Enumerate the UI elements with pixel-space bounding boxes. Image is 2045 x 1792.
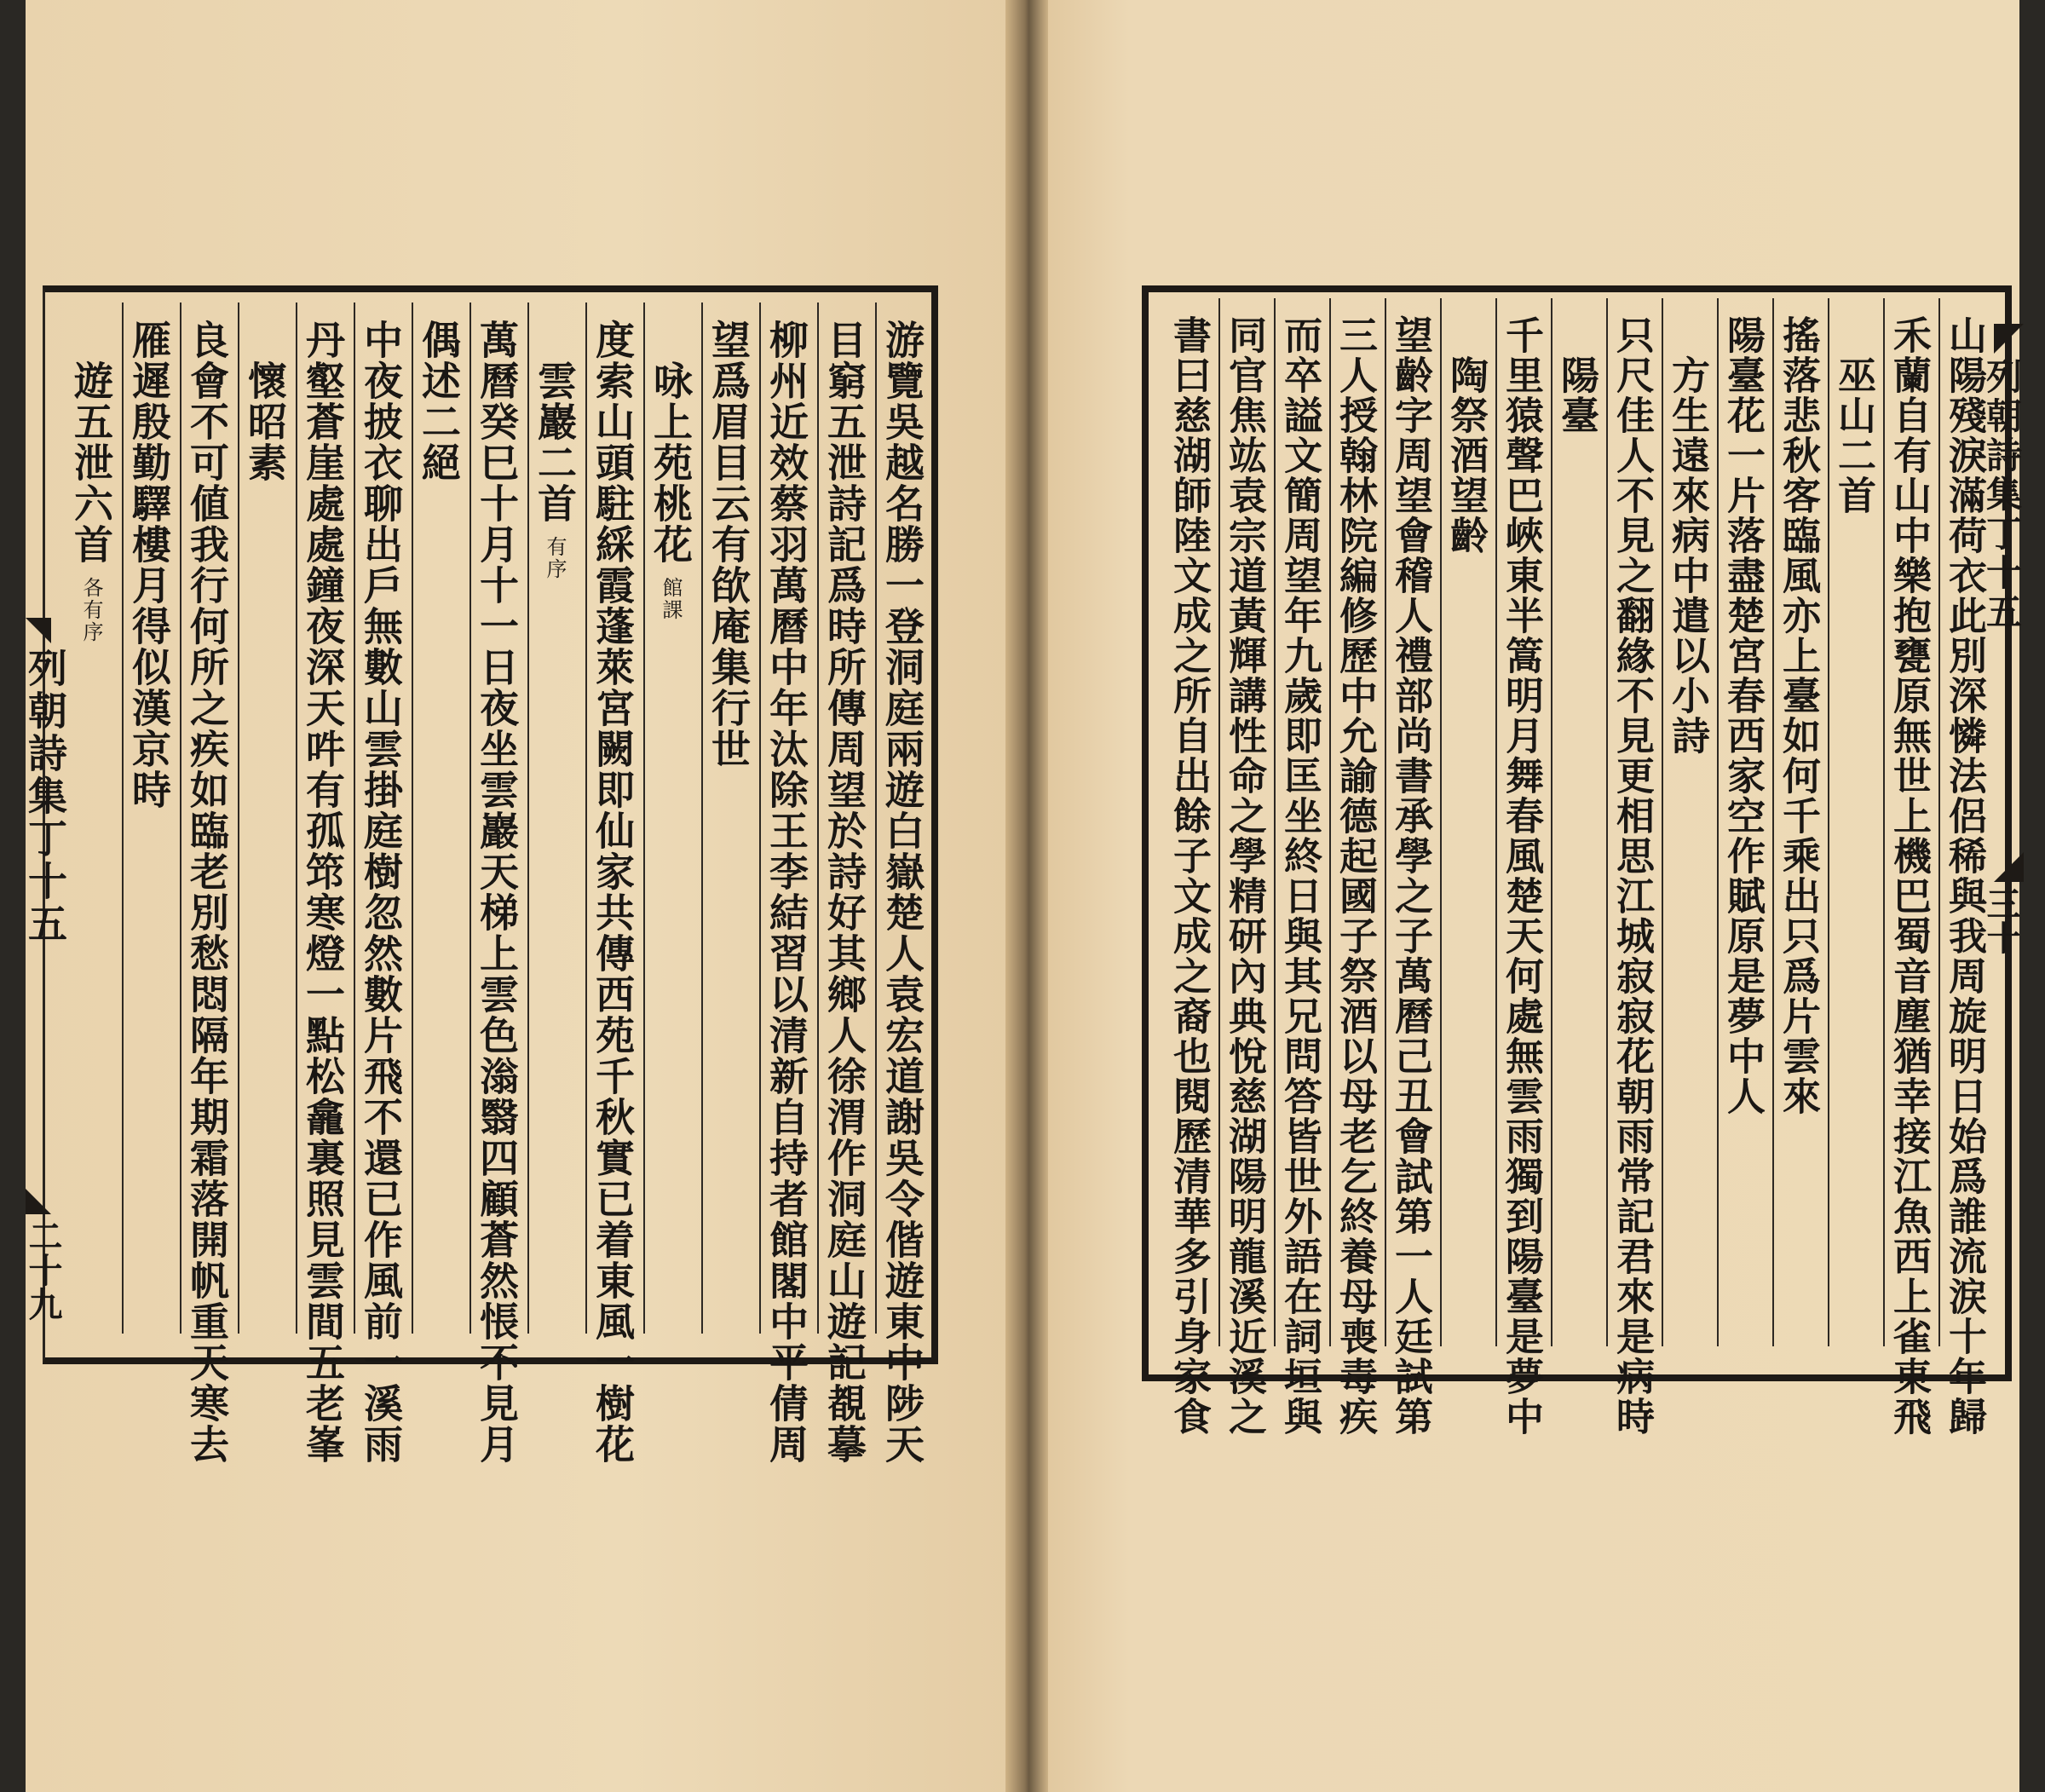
left-page-column	[763, 320, 809, 1465]
right-page-column	[1720, 315, 1766, 1338]
right-page-column	[1443, 315, 1489, 1338]
column-text: 雲巖二首	[532, 320, 578, 524]
right-page-column	[1222, 315, 1267, 1437]
column-rule	[817, 303, 819, 1334]
left-banxin-page-number: 二十九	[23, 1219, 63, 1321]
right-page-column	[1610, 315, 1655, 1437]
column-rule	[1828, 298, 1829, 1346]
column-rule	[1883, 298, 1885, 1346]
left-page-column	[184, 320, 230, 1465]
column-rule	[1606, 298, 1608, 1346]
left-page-column	[126, 320, 172, 1325]
right-banxin-title: 列朝詩集丁十五	[1981, 358, 2023, 632]
column-rule	[701, 303, 703, 1334]
column-rule	[1717, 298, 1719, 1346]
right-page-column	[1333, 315, 1378, 1437]
left-page-column	[300, 320, 346, 1465]
left-page-column	[706, 320, 752, 1325]
column-text: 陽臺花一片落盡楚宮春西家空作賦原是夢中人	[1720, 315, 1766, 1116]
column-text: 咏上苑桃花	[648, 320, 694, 565]
column-rule	[1440, 298, 1442, 1346]
column-rule	[1329, 298, 1331, 1346]
column-rule	[527, 303, 529, 1334]
column-note: 有序	[543, 536, 567, 580]
column-text: 望齡字周望會稽人禮部尚書承學之子萬曆己丑會試第一人廷試第	[1388, 315, 1433, 1437]
left-page-column	[416, 320, 462, 1325]
column-rule	[1218, 298, 1220, 1346]
column-rule	[1274, 298, 1276, 1346]
left-page-column	[242, 320, 288, 1325]
column-text: 游覽吳越名勝一登洞庭兩遊白嶽楚人袁宏道謝吳令偕遊東中陟天	[879, 320, 925, 1465]
left-page-column	[532, 320, 578, 1325]
column-rule	[1772, 298, 1774, 1346]
left-banxin-title: 列朝詩集丁十五	[22, 648, 68, 946]
column-text: 丹壑蒼崖處處鐘夜深天吽有孤筇寒燈一點松龕裏照見雲間五老峯	[300, 320, 346, 1465]
right-page-column	[1665, 315, 1710, 1338]
column-text: 目窮五泄詩記爲時所傳周望於詩好其鄉人徐渭作洞庭山遊記覩摹	[821, 320, 867, 1465]
column-rule	[296, 303, 297, 1334]
column-text: 柳州近效蔡羽萬曆中年汰除王李結習以清新自持者館閣中平倩周	[763, 320, 809, 1465]
column-text: 方生遠來病中遣以小詩	[1665, 315, 1710, 756]
column-note: 各有序	[79, 577, 103, 643]
left-page-column	[590, 320, 636, 1465]
column-text: 搖落悲秋客臨風亦上臺如何千乘出只爲片雲來	[1776, 315, 1821, 1116]
column-rule	[412, 303, 413, 1334]
column-text: 書曰慈湖師陸文成之所自出餘子文成之裔也閱歷清華多引身家食	[1167, 315, 1212, 1437]
right-banxin-page-number: 三十	[1981, 886, 2021, 954]
column-text: 千里猿聲巴峽東半篙明月舞春風楚天何處無雲雨獨到陽臺是夢中	[1499, 315, 1544, 1437]
right-page-column	[1167, 315, 1212, 1437]
column-rule	[1938, 298, 1940, 1346]
column-text: 望爲眉目云有欿庵集行世	[706, 320, 752, 769]
right-page-column	[1942, 315, 1987, 1437]
column-text: 陶祭酒望齡	[1443, 315, 1489, 556]
right-page-column	[1499, 315, 1544, 1437]
column-rule	[1662, 298, 1663, 1346]
column-text: 只尺佳人不見之翻緣不見更相思江城寂寂花朝雨常記君來是病時	[1610, 315, 1655, 1437]
left-page-column	[648, 320, 694, 1325]
left-page-column	[474, 320, 520, 1465]
column-rule	[875, 303, 877, 1334]
right-page-column	[1776, 315, 1821, 1338]
column-rule	[180, 303, 181, 1334]
column-text: 而卒謚文簡周望年九歲即匡坐終日與其兄問答皆世外語在詞垣與	[1277, 315, 1322, 1437]
left-page-column	[821, 320, 867, 1465]
column-text: 山陽殘淚滿荷衣此別深憐法侶稀與我周旋明日始爲誰流涙十年歸	[1942, 315, 1987, 1437]
column-rule	[1495, 298, 1497, 1346]
column-rule	[238, 303, 239, 1334]
left-page-column	[358, 320, 404, 1465]
column-text: 偶述二絕	[416, 320, 462, 483]
column-text: 三人授翰林院編修歷中允諭德起國子祭酒以母老乞終養母喪毒疾	[1333, 315, 1378, 1437]
column-rule	[354, 303, 355, 1334]
column-text: 禾蘭自有山中樂抱甕原無世上機巴蜀音塵猶幸接江魚西上雀東飛	[1887, 315, 1932, 1437]
left-page-column	[879, 320, 925, 1465]
column-rule	[585, 303, 587, 1334]
column-note: 館課	[659, 577, 683, 621]
column-rule	[643, 303, 645, 1334]
column-rule	[759, 303, 761, 1334]
right-page-column	[1831, 315, 1876, 1338]
column-rule	[469, 303, 471, 1334]
column-text: 遊五泄六首	[68, 320, 114, 565]
column-rule	[122, 303, 124, 1334]
right-page-column	[1388, 315, 1433, 1437]
right-page-column	[1887, 315, 1932, 1437]
column-text: 陽臺	[1554, 315, 1599, 435]
column-text: 雁遲殷勤驛樓月得似漢京時	[126, 320, 172, 810]
column-rule	[1551, 298, 1552, 1346]
column-text: 良會不可値我行何所之疾如臨老別愁悶隔年期霜落開帆重天寒去	[184, 320, 230, 1465]
book-gutter	[1005, 0, 1048, 1792]
column-text: 巫山二首	[1831, 315, 1876, 516]
column-text: 同官焦竑袁宗道黃輝講性命之學精研內典悅慈湖陽明龍溪近溪之	[1222, 315, 1267, 1437]
column-text: 度索山頭駐綵霞蓬萊宮闕即仙家共傳西苑千秋實已着東風一樹花	[590, 320, 636, 1465]
column-text: 懷昭素	[242, 320, 288, 483]
right-page-column	[1554, 315, 1599, 1338]
column-rule	[1385, 298, 1386, 1346]
column-text: 萬曆癸巳十月十一日夜坐雲巖天梯上雲色滃翳四顧蒼然悵不見月	[474, 320, 520, 1465]
right-page-column	[1277, 315, 1322, 1437]
column-text: 中夜披衣聊出戶無數山雲掛庭樹忽然數片飛不還已作風前一溪雨	[358, 320, 404, 1465]
left-page-column	[68, 320, 114, 1325]
